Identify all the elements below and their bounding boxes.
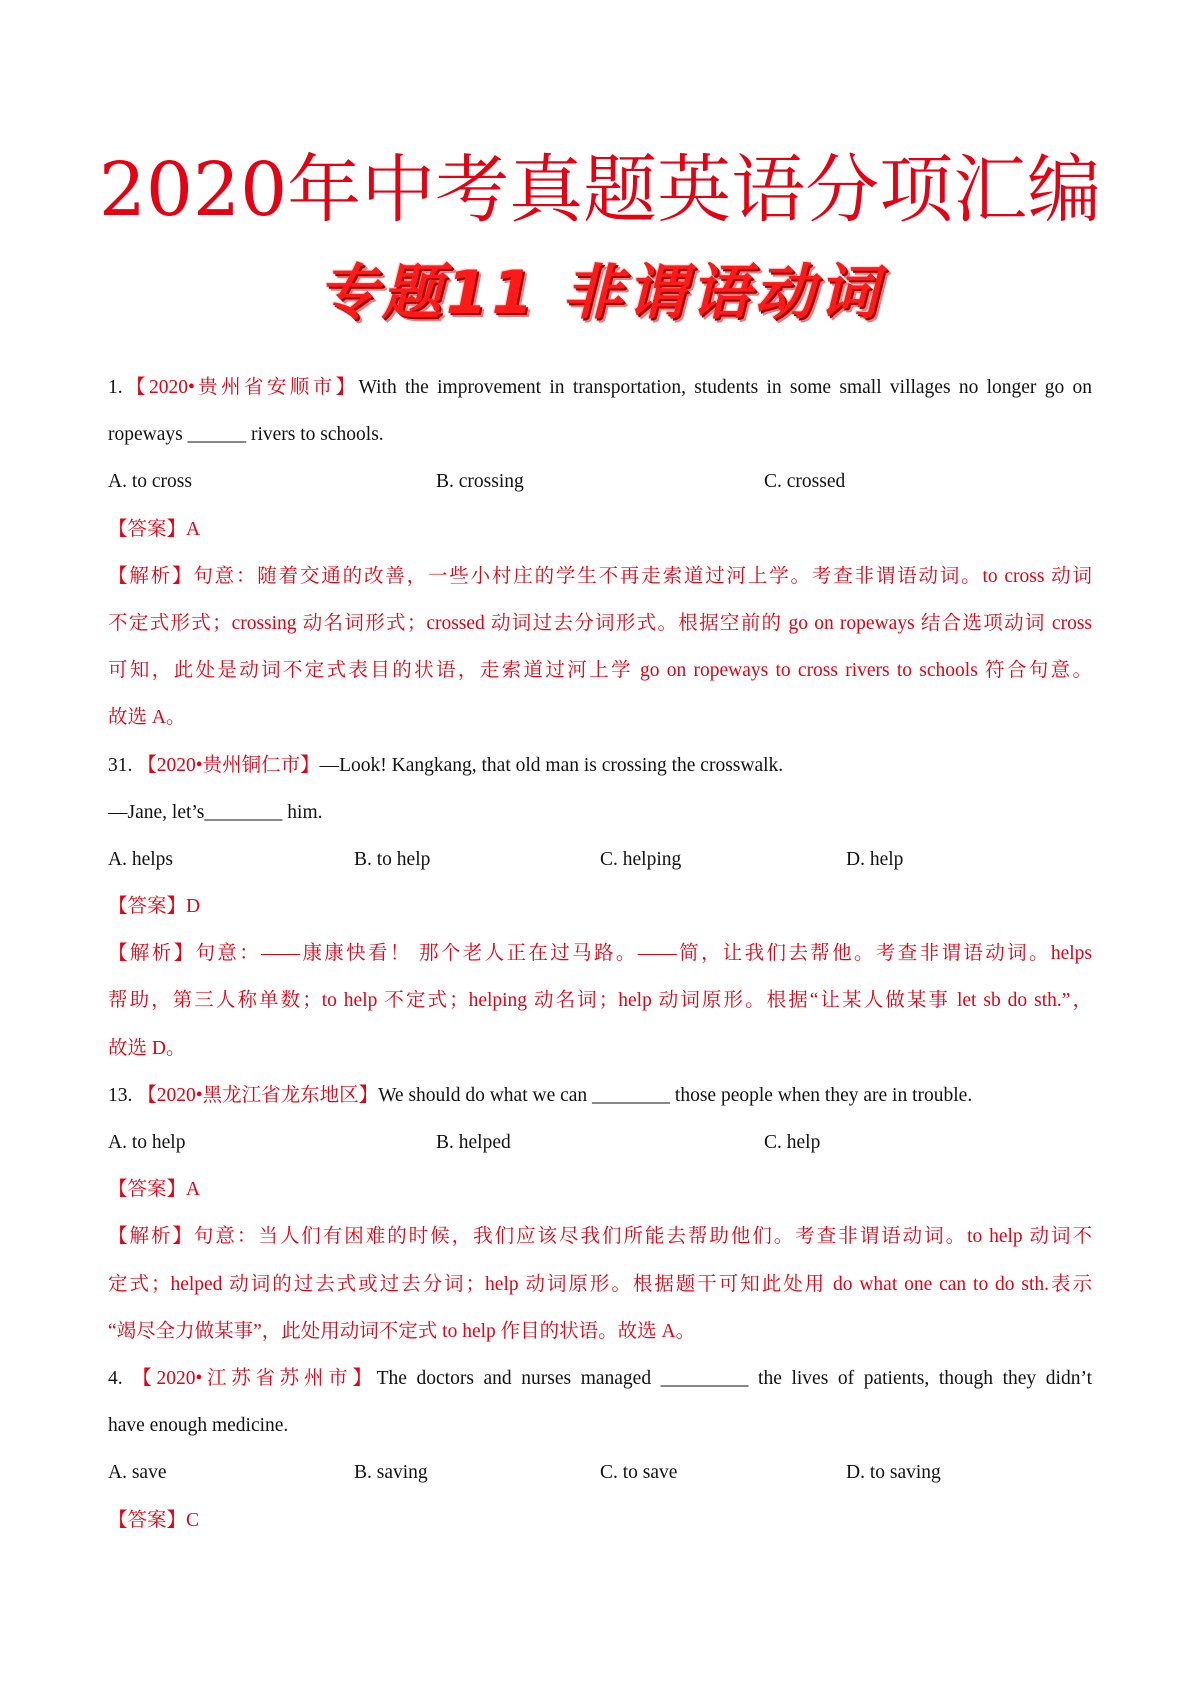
option-b: B. to help	[354, 848, 431, 870]
analysis-line: 【解析】句意：——康康快看！ 那个老人正在过马路。——简，让我们去帮他。考查非谓语动词。helps	[108, 943, 1092, 965]
question-31-options	[108, 836, 1092, 883]
option-b: B. saving	[354, 1462, 428, 1484]
question-1-stem-line	[108, 364, 1092, 411]
question-text: The doctors and nurses managed _________ the lives of patients, though they didn’t	[376, 1367, 1093, 1389]
question-source: 【2020•江苏省苏州市】	[132, 1367, 377, 1389]
analysis-line: 帮助，第三人称单数；to help 不定式；helping 动名词；help 动词原形。根据“让某人做某事 let sb do sth.”，	[108, 990, 1092, 1012]
question-31-stem-line-2: —Jane, let’s________ him.	[108, 801, 323, 823]
question-list	[108, 364, 1092, 1544]
option-d: D. to saving	[846, 1462, 941, 1484]
question-4-options	[108, 1449, 1092, 1496]
option-a: A. to help	[108, 1132, 186, 1153]
question-text: —Look! Kangkang, that old man is crossing the crosswalk.	[319, 754, 784, 776]
option-c: C. help	[764, 1132, 821, 1153]
analysis-line: 故选 A。	[108, 707, 186, 729]
question-4-stem-line	[108, 1355, 1092, 1402]
question-number: 31.	[108, 754, 133, 776]
analysis-line: 可知，此处是动词不定式表目的状语，走索道过河上学 go on ropeways to cross rivers to schools 符合句意。	[108, 660, 1092, 682]
question-13-options	[108, 1119, 1092, 1166]
analysis-line: 【解析】句意：随着交通的改善，一些小村庄的学生不再走索道过河上学。考查非谓语动词。to cross 动词	[108, 565, 1092, 587]
option-a: A. save	[108, 1462, 167, 1484]
analysis-line: 不定式形式；crossing 动名词形式；crossed 动词过去分词形式。根据空前的 go on ropeways 结合选项动词 cross	[108, 612, 1092, 634]
analysis-line: 定式；helped 动词的过去式或过去分词；help 动词原形。根据题干可知此处用 do what one can to do sth.表示	[108, 1273, 1092, 1295]
page-title: 2020年中考真题英语分项汇编	[98, 147, 1102, 233]
question-13-answer: 【答案】A	[108, 1179, 201, 1201]
question-number: 1.	[108, 377, 123, 398]
question-text: We should do what we can ________ those people when they are in trouble.	[378, 1084, 973, 1106]
option-b: B. helped	[436, 1132, 511, 1153]
analysis-line: 故选 D。	[108, 1037, 186, 1059]
option-c: C. crossed	[764, 471, 846, 493]
question-31-answer: 【答案】D	[108, 896, 201, 918]
question-text: With the improvement in transportation, students in some small villages no longer go on	[358, 377, 1092, 398]
question-number: 13.	[108, 1084, 133, 1106]
question-4-stem-line-2: have enough medicine.	[108, 1415, 289, 1437]
question-source: 【2020•黑龙江省龙东地区】	[137, 1084, 379, 1106]
option-d: D. help	[846, 848, 904, 870]
option-c: C. to save	[600, 1462, 678, 1484]
question-number: 4.	[108, 1367, 123, 1389]
question-1-stem-line-2: ropeways ______ rivers to schools.	[108, 424, 384, 446]
question-1-options	[108, 458, 1092, 505]
page-subtitle: 专题11 非谓语动词	[317, 258, 883, 328]
option-b: B. crossing	[436, 471, 524, 493]
option-a: A. helps	[108, 848, 173, 870]
option-c: C. helping	[600, 848, 682, 870]
question-source: 【2020•贵州铜仁市】	[137, 754, 320, 776]
analysis-line: “竭尽全力做某事”，此处用动词不定式 to help 作目的状语。故选 A。	[108, 1320, 696, 1342]
question-13-stem-line	[108, 1072, 1092, 1119]
analysis-line: 【解析】句意：当人们有困难的时候，我们应该尽我们所能去帮助他们。考查非谓语动词。to help 动词不	[108, 1226, 1092, 1248]
question-source: 【2020•贵州省安顺市】	[122, 377, 359, 398]
option-a: A. to cross	[108, 471, 192, 493]
question-1-answer: 【答案】A	[108, 518, 201, 540]
question-4-answer: 【答案】C	[108, 1509, 200, 1531]
question-31-stem-line	[108, 742, 1092, 789]
